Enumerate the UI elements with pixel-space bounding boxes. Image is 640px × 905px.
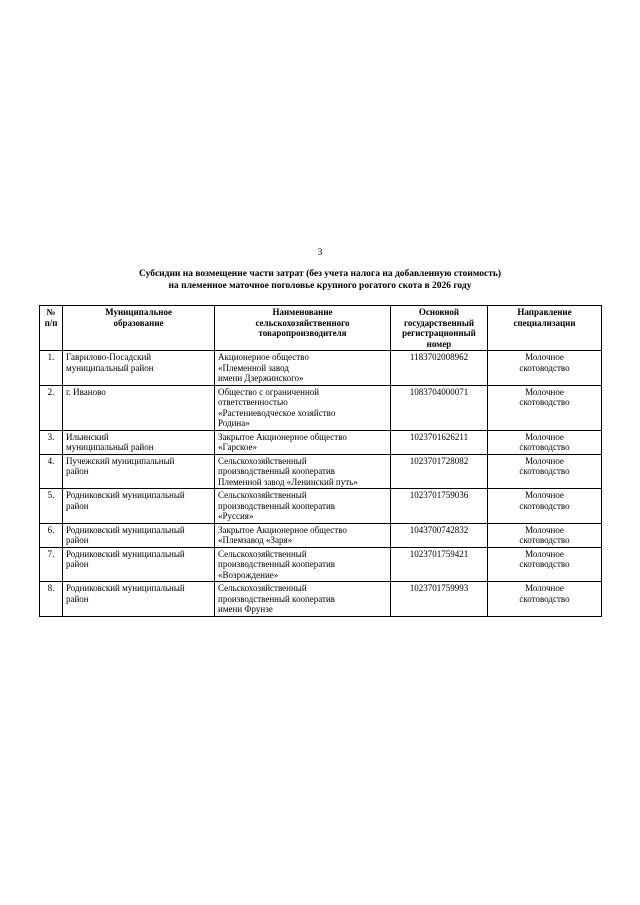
cell-reg-number: 1023701728082: [391, 454, 488, 489]
cell-reg-number: 1043700742832: [391, 523, 488, 547]
table-row: [40, 582, 602, 617]
cell-num: 8.: [40, 582, 63, 617]
title-line-2: на племенное маточное поголовье крупного рогатого скота в 2026 году: [168, 281, 472, 291]
cell-specialization: Молочное скотоводство: [488, 523, 602, 547]
header-num: № п/п: [40, 306, 63, 351]
cell-num: 2.: [40, 385, 63, 430]
table-row: [40, 430, 602, 454]
table-row: [40, 547, 602, 582]
cell-producer: Акционерное общество «Племенной завод имени Дзержинского»: [215, 351, 391, 386]
cell-municipality: Родниковский муниципальный район: [63, 582, 215, 617]
cell-municipality: Родниковский муниципальный район: [63, 489, 215, 524]
table-row: [40, 385, 602, 430]
subsidy-table: [39, 305, 602, 617]
cell-producer: Сельскохозяйственный производственный кооператив имени Фрунзе: [215, 582, 391, 617]
cell-num: 5.: [40, 489, 63, 524]
cell-reg-number: 1023701759036: [391, 489, 488, 524]
cell-specialization: Молочное скотоводство: [488, 351, 602, 386]
title-line-1: Субсидии на возмещение части затрат (без учета налога на добавленную стоимость): [138, 269, 502, 279]
table-row: [40, 489, 602, 524]
cell-num: 6.: [40, 523, 63, 547]
cell-num: 3.: [40, 430, 63, 454]
cell-reg-number: 1083704000071: [391, 385, 488, 430]
header-specialization: Направление специализации: [488, 306, 602, 351]
cell-municipality: Родниковский муниципальный район: [63, 547, 215, 582]
cell-reg-number: 1023701759421: [391, 547, 488, 582]
cell-producer: Сельскохозяйственный производственный кооператив «Возрождение»: [215, 547, 391, 582]
cell-specialization: Молочное скотоводство: [488, 385, 602, 430]
cell-num: 1.: [40, 351, 63, 386]
cell-municipality: Ильинский муниципальный район: [63, 430, 215, 454]
cell-municipality: Гаврилово-Посадский муниципальный район: [63, 351, 215, 386]
cell-num: 4.: [40, 454, 63, 489]
cell-reg-number: 1023701759993: [391, 582, 488, 617]
cell-producer: Сельскохозяйственный производственный кооператив «Руссия»: [215, 489, 391, 524]
cell-specialization: Молочное скотоводство: [488, 454, 602, 489]
cell-municipality: г. Иваново: [63, 385, 215, 430]
table-header-row: [40, 306, 602, 351]
cell-reg-number: 1023701626211: [391, 430, 488, 454]
cell-municipality: Пучежский муниципальный район: [63, 454, 215, 489]
document-title: [60, 268, 580, 292]
cell-specialization: Молочное скотоводство: [488, 430, 602, 454]
cell-producer: Закрытое Акционерное общество «Гарское»: [215, 430, 391, 454]
table-row: [40, 523, 602, 547]
cell-producer: Закрытое Акционерное общество «Племзавод «Заря»: [215, 523, 391, 547]
cell-producer: Общество с ограниченной ответственностью «Растениеводческое хозяйство Родина»: [215, 385, 391, 430]
cell-specialization: Молочное скотоводство: [488, 547, 602, 582]
cell-specialization: Молочное скотоводство: [488, 489, 602, 524]
table-row: [40, 454, 602, 489]
cell-reg-number: 1183702008962: [391, 351, 488, 386]
header-producer: Наименование сельскохозяйственного товаропроизводителя: [215, 306, 391, 351]
table-row: [40, 351, 602, 386]
page-number: 3: [317, 248, 323, 258]
cell-num: 7.: [40, 547, 63, 582]
header-reg-number: Основной государственный регистрационный номер: [391, 306, 488, 351]
cell-specialization: Молочное скотоводство: [488, 582, 602, 617]
header-municipality: Муниципальное образование: [63, 306, 215, 351]
cell-producer: Сельскохозяйственный производственный кооператив Племенной завод «Ленинский путь»: [215, 454, 391, 489]
cell-municipality: Родниковский муниципальный район: [63, 523, 215, 547]
